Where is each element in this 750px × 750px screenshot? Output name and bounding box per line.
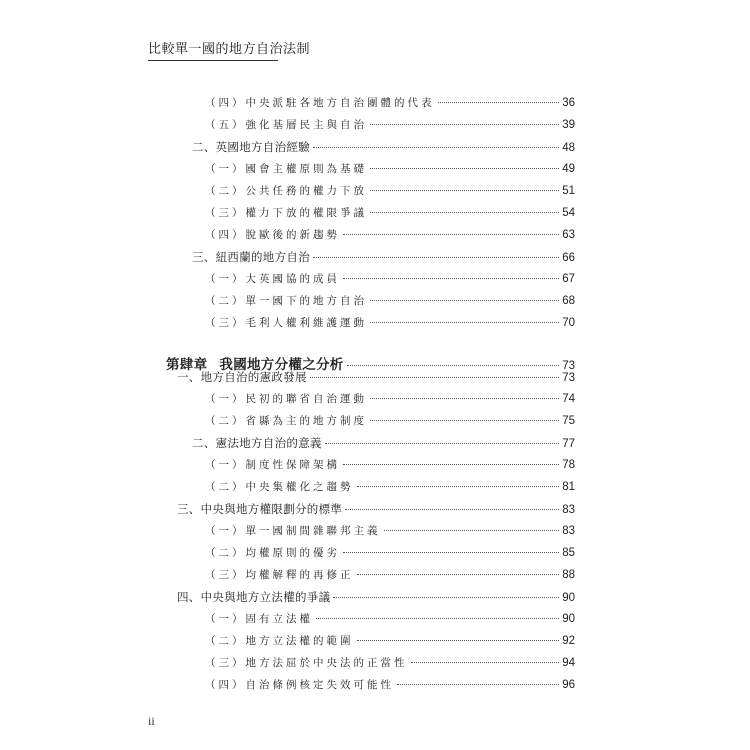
toc-entry-title: （一）制度性保障架構 — [205, 459, 340, 471]
toc-entry — [205, 271, 575, 289]
dot-leader — [370, 322, 559, 323]
dot-leader — [316, 618, 559, 619]
dot-leader — [357, 486, 560, 487]
toc-page-number: 88 — [562, 569, 575, 581]
toc-entry — [205, 457, 575, 475]
dot-leader — [370, 420, 559, 421]
toc-entry-title: （一）固有立法權 — [205, 613, 313, 625]
dot-leader — [325, 443, 559, 444]
toc-page-number: 51 — [562, 185, 575, 197]
toc-page-number: 81 — [562, 481, 575, 493]
toc-page-number: 73 — [562, 372, 575, 384]
toc-entry — [205, 391, 575, 409]
dot-leader — [333, 597, 559, 598]
toc-page-number: 75 — [562, 415, 575, 427]
dot-leader — [370, 124, 559, 125]
toc-page-number: 54 — [562, 207, 575, 219]
header-rule — [148, 60, 278, 61]
toc-entry-title: （二）省縣為主的地方制度 — [205, 415, 367, 427]
toc-entry-title: （五）強化基層民主與自治 — [205, 119, 367, 131]
toc-entry — [205, 413, 575, 431]
toc-entry-title: 一、地方自治的憲政發展 — [177, 370, 307, 384]
toc-entry-title: （一）大英國協的成員 — [205, 273, 340, 285]
dot-leader — [370, 190, 559, 191]
dot-leader — [370, 212, 559, 213]
toc-page-number: 48 — [562, 142, 575, 154]
toc-entry — [205, 205, 575, 223]
toc-entry-title: （四）自治條例核定失效可能性 — [205, 679, 394, 691]
dot-leader — [370, 168, 559, 169]
toc-entry — [192, 249, 575, 267]
toc-entry — [205, 677, 575, 695]
dot-leader — [370, 300, 559, 301]
toc-page-number: 78 — [562, 459, 575, 471]
toc-page-number: 85 — [562, 547, 575, 559]
dot-leader — [313, 257, 559, 258]
toc-page-number: 83 — [562, 504, 575, 516]
toc-entry — [205, 545, 575, 563]
toc-entry — [205, 95, 575, 113]
toc-page-number: 73 — [562, 360, 575, 372]
toc-page-number: 74 — [562, 393, 575, 405]
toc-entry-title: 四、中央與地方立法權的爭議 — [177, 590, 331, 604]
toc-entry — [177, 589, 575, 607]
toc-page-number: 90 — [562, 613, 575, 625]
dot-leader — [343, 234, 559, 235]
dot-leader — [357, 640, 560, 641]
dot-leader — [343, 552, 559, 553]
toc-page-number: 49 — [562, 163, 575, 175]
toc-entry-title: （一）單一國制間雜聯邦主義 — [205, 525, 381, 537]
chapter-title-text: 我國地方分權之分析 — [219, 357, 344, 373]
toc-page-number: 92 — [562, 635, 575, 647]
toc-entry — [205, 293, 575, 311]
toc-page-number: 39 — [562, 119, 575, 131]
toc-page-number: 94 — [562, 657, 575, 669]
dot-leader — [343, 278, 559, 279]
toc-entry — [205, 479, 575, 497]
toc-entry-title: （三）均權解釋的再修正 — [205, 569, 354, 581]
toc-entry-title: （三）地方法屈於中央法的正當性 — [205, 657, 408, 669]
chapter-label: 第肆章 — [166, 357, 208, 373]
toc-entry — [177, 369, 575, 387]
toc-entry — [205, 117, 575, 135]
toc-entry-title: （二）地方立法權的範圍 — [205, 635, 354, 647]
toc-page-number: 36 — [562, 97, 575, 109]
running-head: 比較單一國的地方自治法制 — [148, 42, 311, 57]
toc-page-number: 96 — [562, 679, 575, 691]
toc-entry-title: （四）中央派駐各地方自治團體的代表 — [205, 97, 435, 109]
toc-entry-title: （二）公共任務的權力下放 — [205, 185, 367, 197]
toc-entry — [205, 633, 575, 651]
dot-leader — [438, 102, 560, 103]
toc-entry-title: （三）權力下放的權限爭議 — [205, 207, 367, 219]
toc-entry — [205, 567, 575, 585]
toc-entry — [205, 611, 575, 629]
toc-entry — [205, 523, 575, 541]
toc-entry-title: （二）均權原則的優劣 — [205, 547, 340, 559]
toc-entry-title: （二）單一國下的地方自治 — [205, 295, 367, 307]
dot-leader — [310, 377, 559, 378]
toc-page-number: 90 — [562, 592, 575, 604]
toc-page-number: 70 — [562, 317, 575, 329]
toc-entry-title: 二、憲法地方自治的意義 — [192, 436, 322, 450]
dot-leader — [343, 464, 559, 465]
dot-leader — [397, 684, 559, 685]
toc-entry-title: 二、英國地方自治經驗 — [192, 140, 310, 154]
toc-entry — [205, 161, 575, 179]
toc-entry-title: （一）國會主權原則為基礎 — [205, 163, 367, 175]
toc-entry — [205, 315, 575, 333]
dot-leader — [357, 574, 560, 575]
toc-entry-title: 三、中央與地方權限劃分的標準 — [177, 502, 343, 516]
toc-entry — [205, 183, 575, 201]
dot-leader — [313, 147, 559, 148]
toc-page-number: 66 — [562, 252, 575, 264]
dot-leader — [370, 398, 559, 399]
toc-entry-title: （四）脫歐後的新趨勢 — [205, 229, 340, 241]
dot-leader — [384, 530, 560, 531]
toc-entry — [192, 139, 575, 157]
toc-entry-title: （一）民初的聯省自治運動 — [205, 393, 367, 405]
toc-entry — [205, 227, 575, 245]
dot-leader — [345, 509, 559, 510]
dot-leader — [347, 365, 560, 366]
toc-entry-title: 三、紐西蘭的地方自治 — [192, 250, 310, 264]
toc-entry-title: （二）中央集權化之趨勢 — [205, 481, 354, 493]
toc-entry-title: （三）毛利人權利維護運動 — [205, 317, 367, 329]
toc-page-number: 77 — [562, 438, 575, 450]
toc-entry — [205, 655, 575, 673]
dot-leader — [411, 662, 560, 663]
toc-entry — [177, 501, 575, 519]
toc-page-number: 68 — [562, 295, 575, 307]
toc-page-number: 67 — [562, 273, 575, 285]
toc-entry — [192, 435, 575, 453]
toc-page-number: 83 — [562, 525, 575, 537]
page-folio: ii — [148, 714, 155, 728]
toc-page-number: 63 — [562, 229, 575, 241]
